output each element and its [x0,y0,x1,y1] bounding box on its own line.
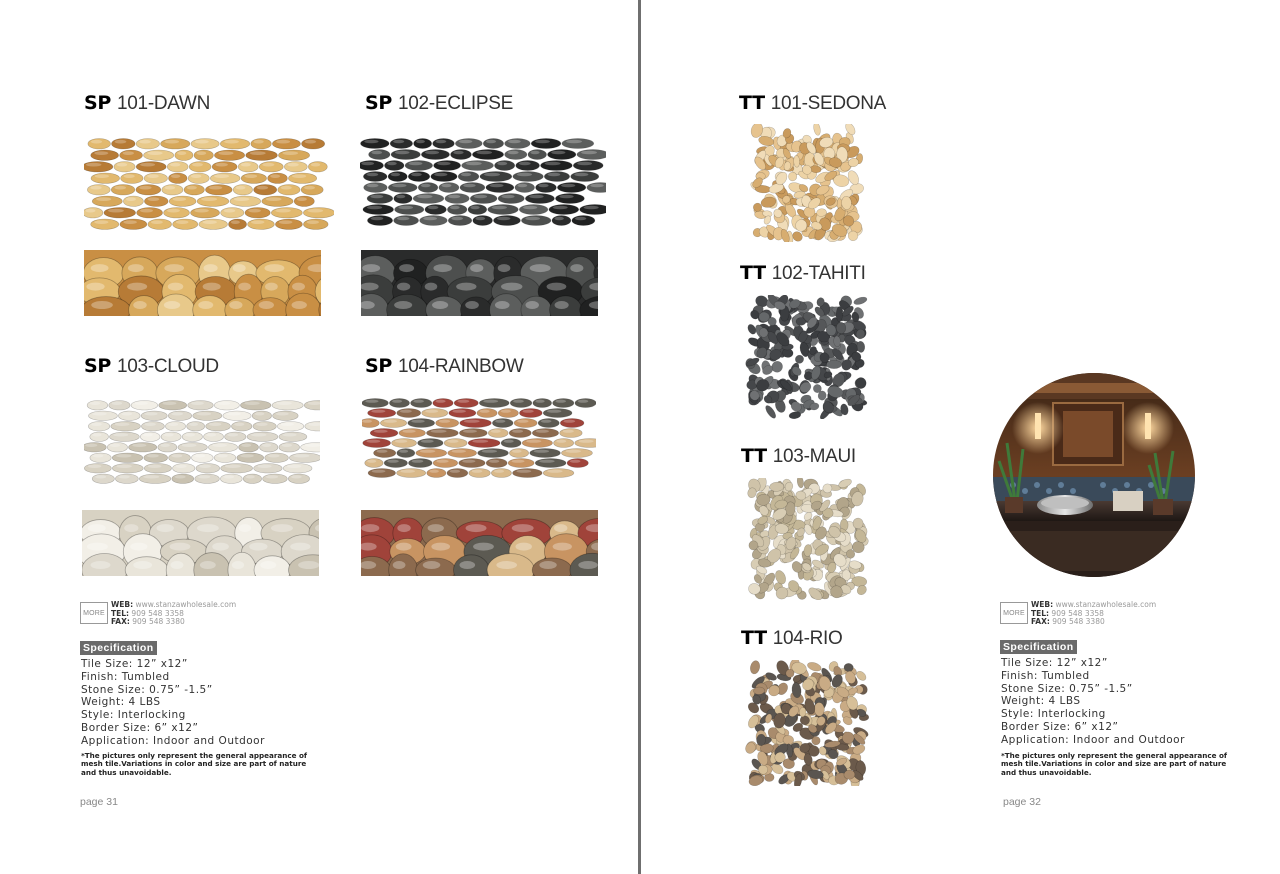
product-title-tt101: TT 101-SEDONA [739,92,887,114]
catalog-page-right [641,0,1280,874]
more-badge: MORE [80,602,108,624]
product-image-sp104-side [361,510,598,576]
pebble-texture [82,510,319,576]
product-title-sp103: SP 103-CLOUD [84,355,219,377]
product-title-sp104: SP 104-RAINBOW [365,355,524,377]
spec-line: Finish: Tumbled [81,670,170,683]
spec-line: Tile Size: 12” x12” [1001,657,1108,669]
spec-line: Weight: 4 LBS [1001,695,1081,708]
product-title-tt104: TT 104-RIO [741,627,843,649]
spec-line: Tile Size: 12” x12” [81,658,188,670]
pebble-texture [84,138,334,230]
spec-line: Weight: 4 LBS [81,696,161,709]
disclaimer-note: *The pictures only represent the general appearance of mesh tile.Variations in color and size are part of nature and thus unavoidable. [1001,751,1228,777]
product-image-tt104 [745,660,869,786]
pebble-texture [745,295,869,419]
fax-number: 909 548 3380 [132,617,185,626]
spec-line: Application: Indoor and Outdoor [1001,733,1185,746]
tel-number: 909 548 3358 [1051,608,1104,618]
product-image-sp104-top [362,398,596,478]
page-number: page 32 [1003,796,1041,808]
product-image-sp102-side [361,250,598,316]
page-number: page 31 [80,796,118,808]
product-title-tt103: TT 103-MAUI [741,445,856,467]
product-image-tt102 [745,295,869,419]
spec-line: Style: Interlocking [81,709,186,722]
spec-line: Style: Interlocking [1001,708,1106,721]
pebble-texture [749,124,865,242]
spec-line: Stone Size: 0.75” -1.5” [81,683,213,696]
product-image-tt103 [747,478,869,600]
more-badge: MORE [1000,602,1028,624]
pebble-texture [84,400,320,484]
specification-heading: Specification [80,641,157,655]
contact-info: WEB: www.stanzawholesale.com TEL: 909 548 3358 FAX: 909 548 3380 [1031,600,1157,626]
pebble-texture [362,398,596,478]
spec-line: Application: Indoor and Outdoor [81,734,265,747]
product-title-tt102: TT 102-TAHITI [740,262,866,284]
specification-list [81,658,265,748]
tel-number: 909 548 3358 [131,608,184,618]
pebble-texture [745,660,869,786]
pebble-texture [747,478,869,600]
product-image-sp103-side [82,510,319,576]
spec-line: Stone Size: 0.75” -1.5” [1001,682,1133,695]
bathroom-scene-photo [993,373,1195,577]
pebble-texture [361,510,598,576]
product-image-sp101-side [84,250,321,316]
product-title-sp101: SP 101-DAWN [84,92,210,114]
product-title-sp102: SP 102-ECLIPSE [365,92,514,114]
specification-list [1001,657,1185,747]
product-image-sp101-top [84,138,334,230]
bathroom-scene-illustration [993,373,1195,577]
pebble-texture [84,250,321,316]
pebble-texture [361,250,598,316]
specification-heading: Specification [1000,640,1077,654]
product-image-sp103-top [84,400,320,484]
product-image-sp102-top [360,138,606,226]
product-image-tt101 [749,124,865,242]
spec-line: Border Size: 6” x12” [81,721,199,734]
contact-info: WEB: www.stanzawholesale.com TEL: 909 548 3358 FAX: 909 548 3380 [111,600,237,626]
disclaimer-note: *The pictures only represent the general appearance of mesh tile.Variations in color and size are part of nature and thus unavoidable. [81,751,308,777]
pebble-texture [360,138,606,226]
catalog-page-left [0,0,639,874]
web-url[interactable]: www.stanzawholesale.com [135,600,237,609]
spec-line: Border Size: 6” x12” [1001,720,1119,733]
fax-number: 909 548 3380 [1052,617,1105,626]
web-url[interactable]: www.stanzawholesale.com [1055,600,1157,609]
spec-line: Finish: Tumbled [1001,669,1090,682]
